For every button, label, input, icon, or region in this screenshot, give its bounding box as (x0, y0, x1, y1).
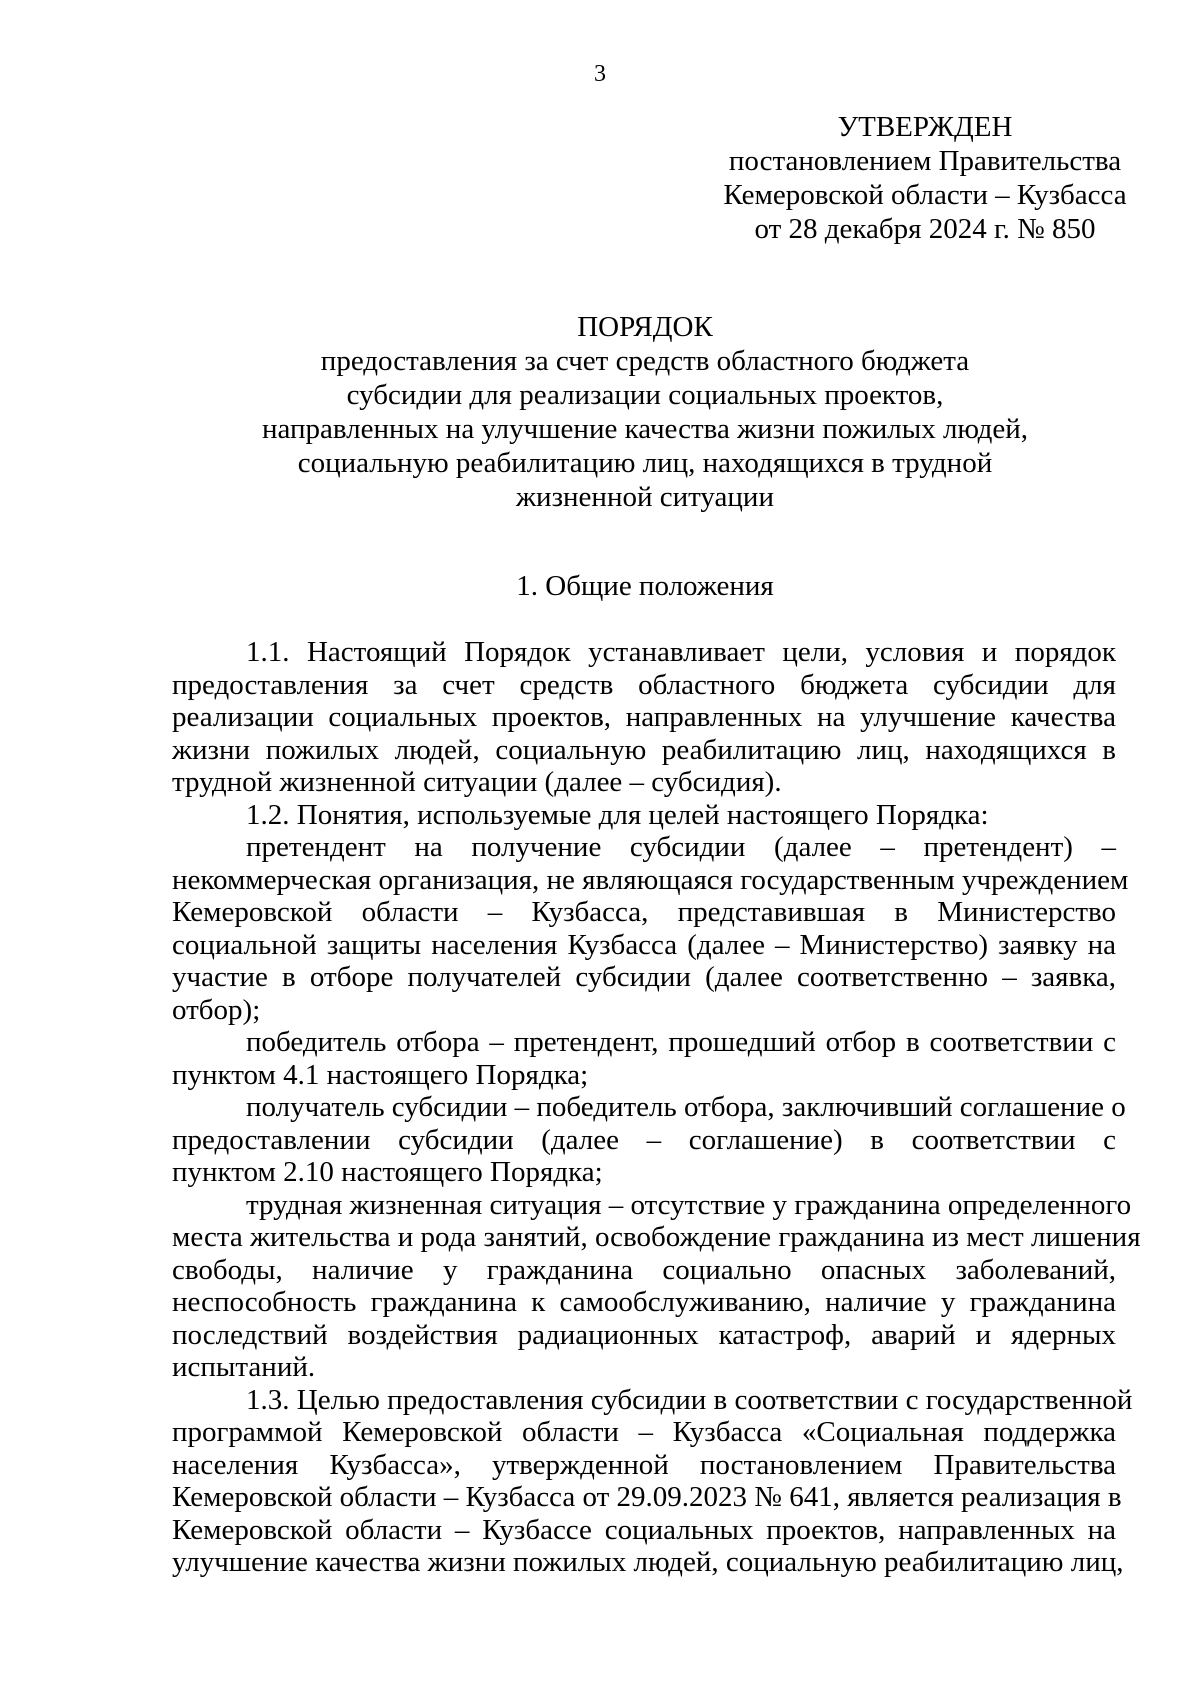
body-line: трудная жизненная ситуация – отсутствие у гражданина определенного (246, 1188, 1132, 1221)
body-line: 1.2. Понятия, используемые для целей настоящего Порядка: (246, 798, 989, 831)
body-line: отбор); (172, 993, 261, 1026)
title-line: субсидии для реализации социальных проектов, (346, 379, 944, 411)
body-line: 1.1. Настоящий Порядок устанавливает цели, условия и порядок (246, 636, 1116, 668)
body-line: последствий воздействия радиационных катастроф, аварий и ядерных (172, 1318, 1116, 1351)
body-line: места жительства и рода занятий, освобождение гражданина из мест лишения (172, 1221, 1141, 1253)
body-line: реализации социальных проектов, направленных на улучшение качества (172, 701, 1116, 733)
approval-line: Кемеровской области – Кузбасса (723, 179, 1127, 211)
approval-block (700, 110, 1150, 246)
title-line: предоставления за счет средств областного бюджета (320, 345, 970, 377)
approval-line: УТВЕРЖДЕН (837, 111, 1013, 143)
body-line: программой Кемеровской области – Кузбасса «Социальная поддержка (172, 1416, 1116, 1448)
body-text (172, 636, 1141, 1579)
body-line: 1.3. Целью предоставления субсидии в соответствии с государственной (246, 1383, 1133, 1416)
body-line: Кемеровской области – Кузбассе социальных проектов, направленных на (172, 1513, 1116, 1546)
body-line: пунктом 4.1 настоящего Порядка; (172, 1058, 589, 1091)
body-line: претендент на получение субсидии (далее – претендент) – (246, 831, 1116, 863)
body-line: трудной жизненной ситуации (далее – субсидия). (172, 766, 782, 798)
title-line: социальную реабилитацию лиц, находящихся в трудной (297, 447, 993, 479)
page-number: 3 (594, 61, 606, 87)
body-line: неспособность гражданина к самообслуживанию, наличие у гражданина (172, 1286, 1116, 1318)
approval-line: постановлением Правительства (728, 145, 1122, 177)
body-line: некоммерческая организация, не являющаяся государственным учреждением (172, 863, 1129, 896)
section-heading: 1. Общие положения (516, 570, 774, 602)
body-line: свободы, наличие у гражданина социально опасных заболеваний, (172, 1253, 1116, 1286)
body-line: улучшение качества жизни пожилых людей, социальную реабилитацию лиц, (172, 1546, 1124, 1578)
body-line: предоставлении субсидии (далее – соглашение) в соответствии с (172, 1123, 1116, 1156)
body-line: пунктом 2.10 настоящего Порядка; (172, 1156, 603, 1188)
body-line: социальной защиты населения Кузбасса (далее – Министерство) заявку на (172, 928, 1116, 961)
body-line: жизни пожилых людей, социальную реабилитацию лиц, находящихся в (172, 733, 1116, 766)
title-line: жизненной ситуации (516, 481, 774, 513)
title-line: направленных на улучшение качества жизни пожилых людей, (261, 413, 1029, 445)
body-line: испытаний. (172, 1351, 316, 1383)
body-line: Кемеровской области – Кузбасса от 29.09.2023 № 641, является реализация в (172, 1481, 1122, 1513)
body-line: предоставления за счет средств областного бюджета субсидии для (172, 668, 1116, 701)
body-line: победитель отбора – претендент, прошедший отбор в соответствии с (246, 1026, 1116, 1058)
document-title (172, 310, 1118, 514)
body-line: Кемеровской области – Кузбасса, представившая в Министерство (172, 896, 1116, 928)
approval-line: от 28 декабря 2024 г. № 850 (754, 213, 1096, 245)
body-line: участие в отборе получателей субсидии (далее соответственно – заявка, (172, 961, 1116, 993)
title-heading: ПОРЯДОК (577, 311, 713, 343)
body-line: получатель субсидии – победитель отбора, заключивший соглашение о (246, 1091, 1126, 1123)
body-line: населения Кузбасса», утвержденной постановлением Правительства (172, 1448, 1116, 1481)
